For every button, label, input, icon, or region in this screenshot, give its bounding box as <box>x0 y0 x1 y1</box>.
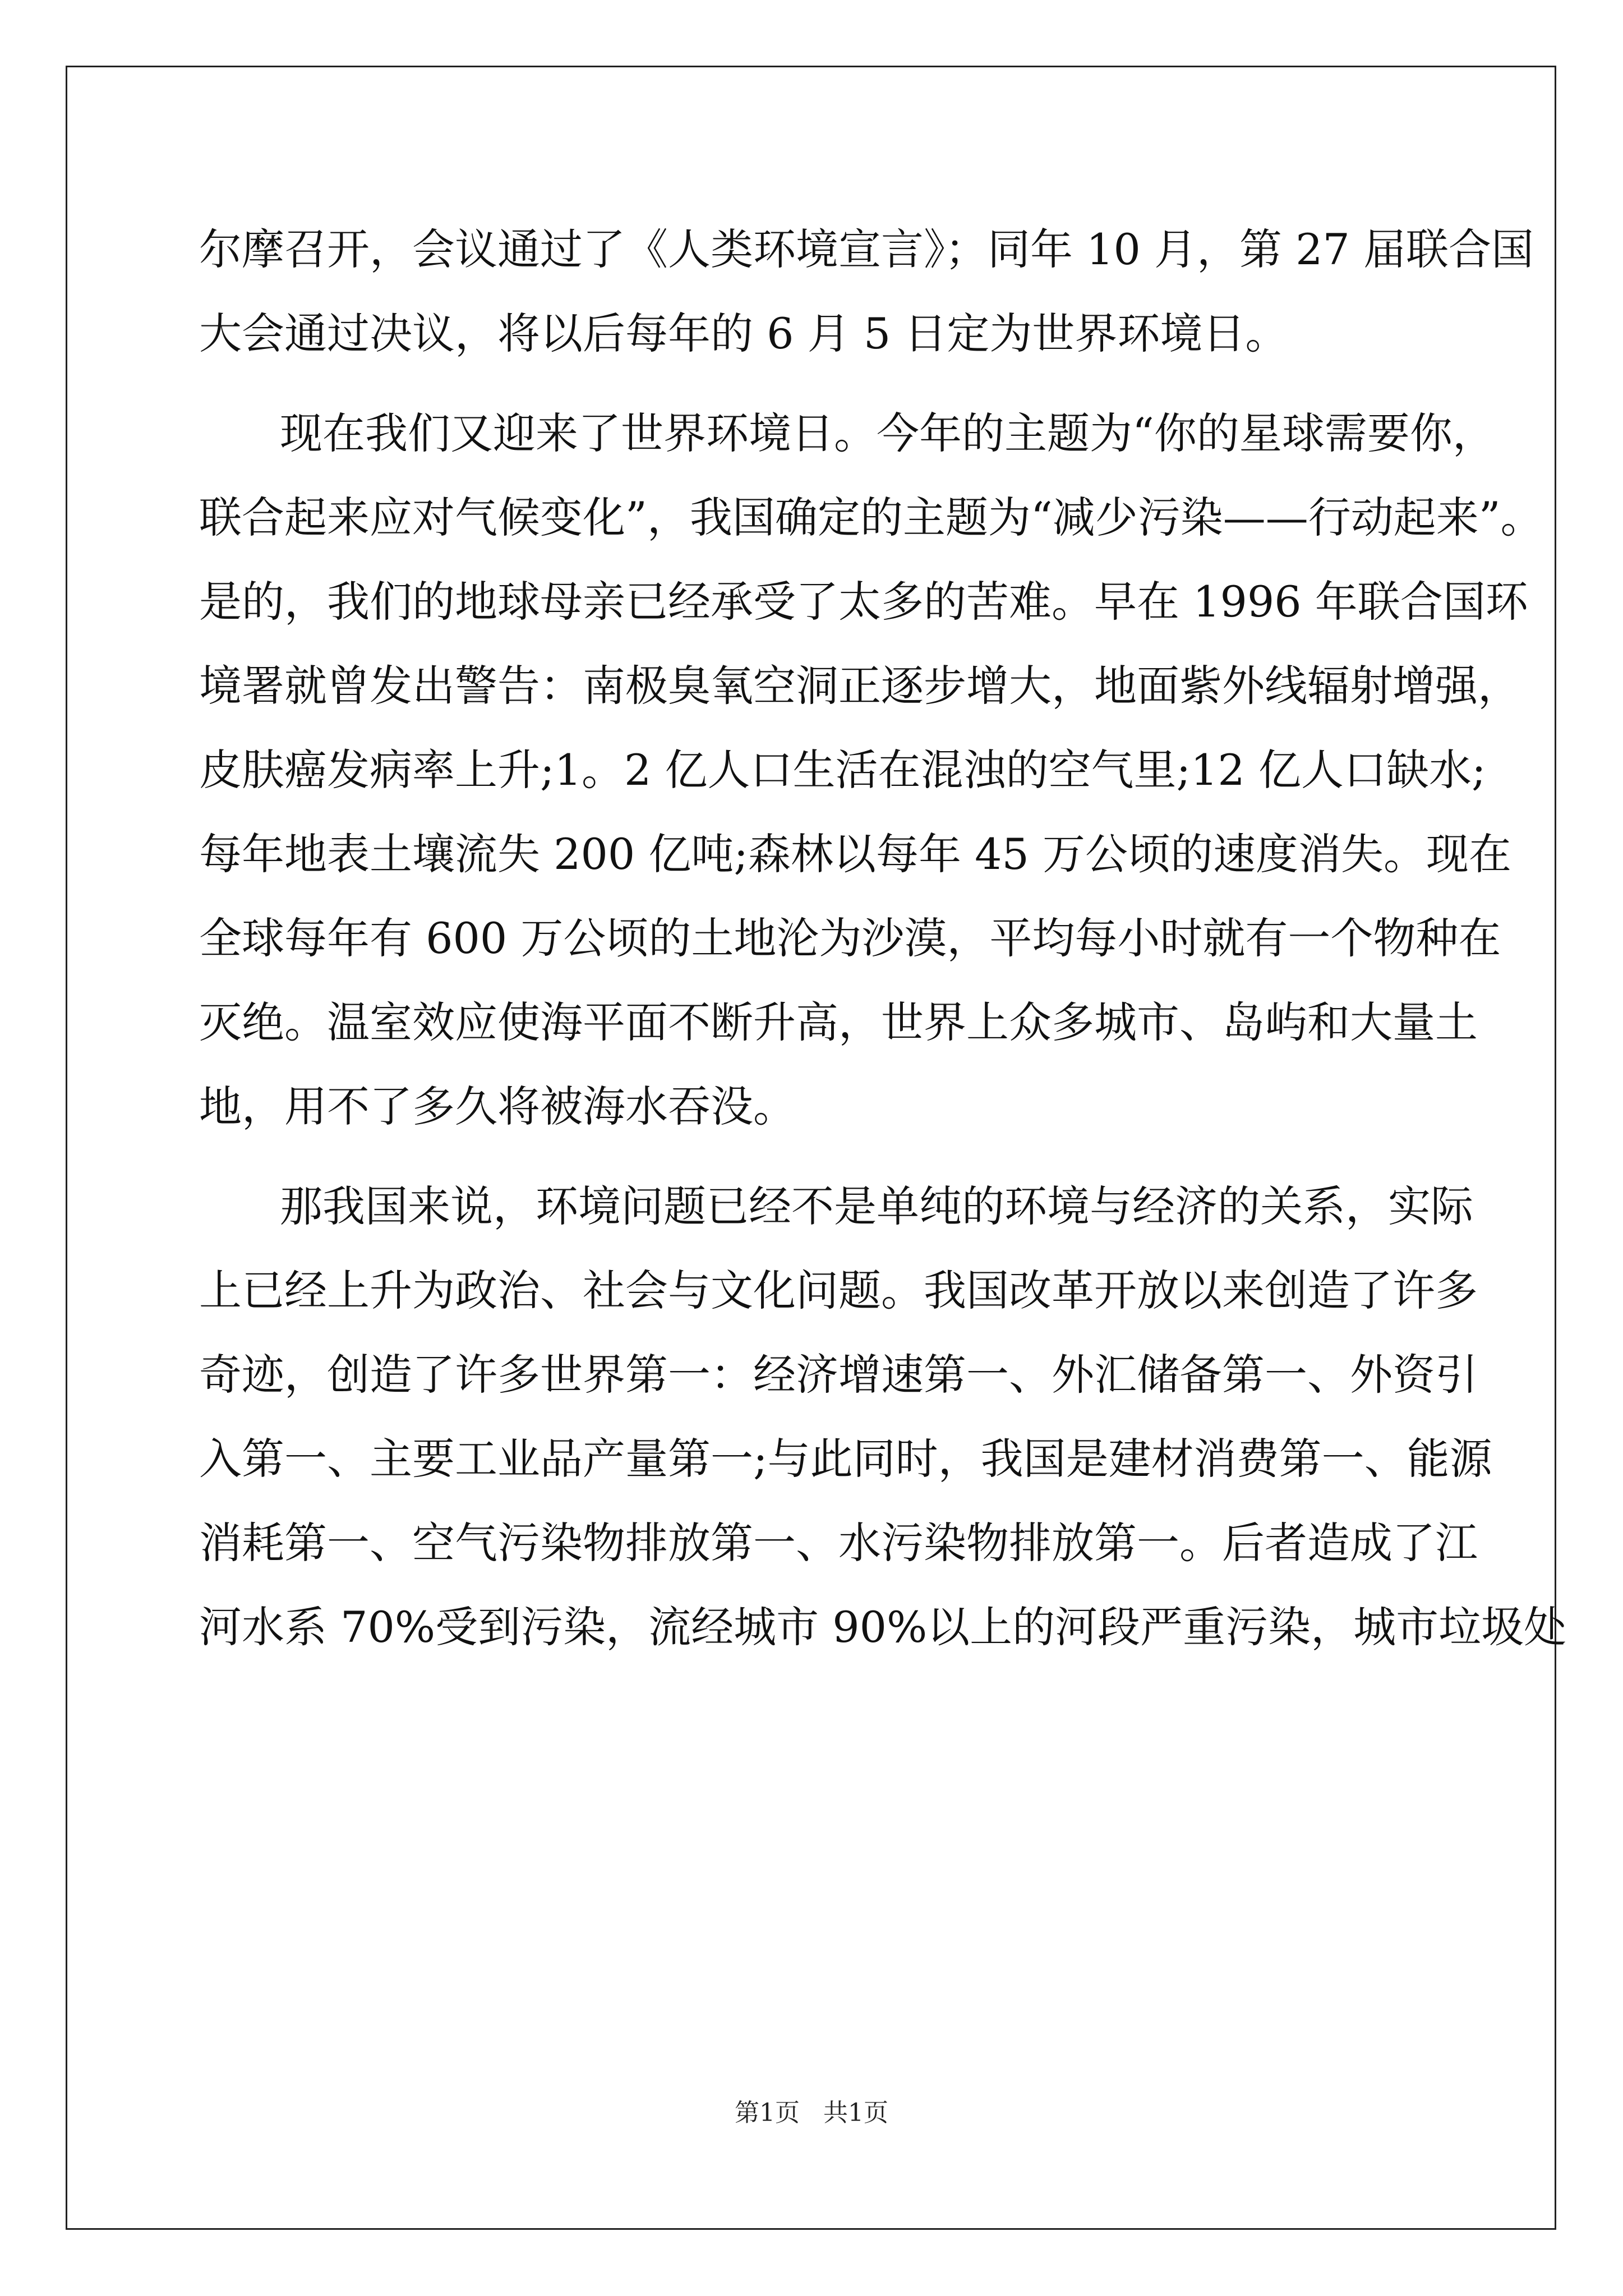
text-line: 尔摩召开，会议通过了《人类环境宣言》；同年 10 月，第 27 届联合国 <box>199 224 1534 274</box>
text-line: 现在我们又迎来了世界环境日。今年的主题为“你的星球需要你， <box>280 408 1495 458</box>
text-line: 入第一、主要工业品产量第一;与此同时，我国是建材消费第一、能源 <box>199 1434 1492 1484</box>
text-line: 那我国来说，环境问题已经不是单纯的环境与经济的关系，实际 <box>280 1181 1473 1231</box>
text-line: 联合起来应对气候变化”，我国确定的主题为“减少污染——行动起来”。 <box>199 493 1543 542</box>
text-line: 皮肤癌发病率上升;1。2 亿人口生活在混浊的空气里;12 亿人口缺水; <box>199 745 1486 795</box>
page-total: 共1页 <box>823 2099 888 2127</box>
text-line: 消耗第一、空气污染物排放第一、水污染物排放第一。后者造成了江 <box>199 1518 1478 1568</box>
page-number: 第1页 <box>735 2099 800 2127</box>
paragraph-2 <box>199 392 1543 1149</box>
document-body <box>199 208 1567 1669</box>
text-line: 境署就曾发出警告：南极臭氧空洞正逐步增大，地面紫外线辐射增强， <box>199 661 1520 711</box>
text-line: 每年地表土壤流失 200 亿吨;森林以每年 45 万公顷的速度消失。现在 <box>199 829 1512 879</box>
text-line: 奇迹，创造了许多世界第一：经济增速第一、外汇储备第一、外资引 <box>199 1350 1478 1400</box>
text-line: 河水系 70%受到污染，流经城市 90%以上的河段严重污染，城市垃圾处 <box>199 1602 1567 1652</box>
text-line: 上已经上升为政治、社会与文化问题。我国改革开放以来创造了许多 <box>199 1266 1478 1315</box>
text-line: 地，用不了多久将被海水吞没。 <box>199 1082 796 1131</box>
paragraph-1 <box>199 208 1534 376</box>
page-footer <box>0 2092 1623 2128</box>
text-line: 大会通过决议，将以后每年的 6 月 5 日定为世界环境日。 <box>199 309 1288 358</box>
text-line: 灭绝。温室效应使海平面不断升高，世界上众多城市、岛屿和大量土 <box>199 997 1478 1047</box>
text-line: 全球每年有 600 万公顷的土地沦为沙漠，平均每小时就有一个物种在 <box>199 913 1501 963</box>
text-line: 是的，我们的地球母亲已经承受了太多的苦难。早在 1996 年联合国环 <box>199 577 1528 627</box>
paragraph-3 <box>199 1165 1567 1669</box>
